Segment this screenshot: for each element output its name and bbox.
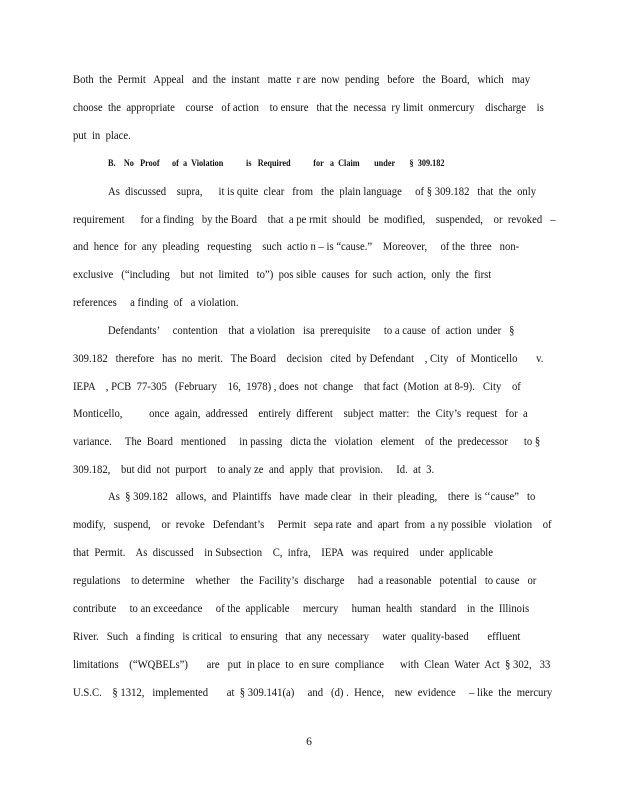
text-line: choose the appropriate course of action to ensure that the necessa ry limit onmercury discharge is — [73, 101, 544, 114]
text-line: references a finding of a violation. — [73, 296, 239, 309]
text-line: Both the Permit Appeal and the instant matte r are now pending before the Board, which may — [73, 73, 531, 86]
text-line: exclusive (“including but not limited to”) pos sible causes for such action, only the first — [73, 268, 492, 281]
text-line: IEPA , PCB 77-305 (February 16, 1978) , does not change that fact (Motion at 8-9). City of — [73, 380, 521, 393]
text-line: River. Such a finding is critical to ensuring that any necessary water quality-based effluent — [73, 630, 521, 643]
text-line: and hence for any pleading requesting such actio n – is “cause.” Moreover, of the three non- — [73, 240, 520, 253]
text-line: contribute to an exceedance of the applicable mercury human health standard in the Illinois — [73, 602, 530, 615]
text-line: variance. The Board mentioned in passing dicta the violation element of the predecessor to § — [73, 435, 541, 448]
section-heading: B. No Proof of a Violation is Required for a Claim under § 309.182 — [108, 158, 445, 169]
text-line: limitations (“WQBELs”) are put in place to en sure compliance with Clean Water Act § 302, 33 — [73, 658, 551, 671]
text-line: put in place. — [73, 129, 131, 142]
text-line: Defendants’ contention that a violation isa prerequisite to a cause of action under § — [108, 324, 515, 337]
page-number: 6 — [306, 735, 312, 748]
text-line: U.S.C. § 1312, implemented at § 309.141(a) and (d) . Hence, new evidence – like the mercury — [73, 686, 553, 699]
text-line: As § 309.182 allows, and Plaintiffs have made clear in their pleading, there is ‘‘cause” to — [108, 490, 536, 503]
text-line: regulations to determine whether the Facility’s discharge had a reasonable potential to cause or — [73, 574, 537, 587]
text-line: modify, suspend, or revoke Defendant’s Permit sepa rate and apart from a ny possible violation of — [73, 518, 552, 531]
text-line: Monticello, once again, addressed entirely different subject matter: the City’s request for a — [73, 407, 528, 420]
text-line: 309.182, but did not purport to analy ze and apply that provision. Id. at 3. — [73, 463, 435, 476]
text-line: requirement for a finding by the Board that a pe rmit should be modified, suspended, or revoked – — [73, 213, 556, 226]
text-line: 309.182 therefore has no merit. The Board decision cited by Defendant , City of Monticello v. — [73, 352, 544, 365]
text-line: that Permit. As discussed in Subsection C, infra, IEPA was required under applicable — [73, 546, 493, 559]
text-line: As discussed supra, it is quite clear from the plain language of § 309.182 that the only — [108, 185, 537, 198]
